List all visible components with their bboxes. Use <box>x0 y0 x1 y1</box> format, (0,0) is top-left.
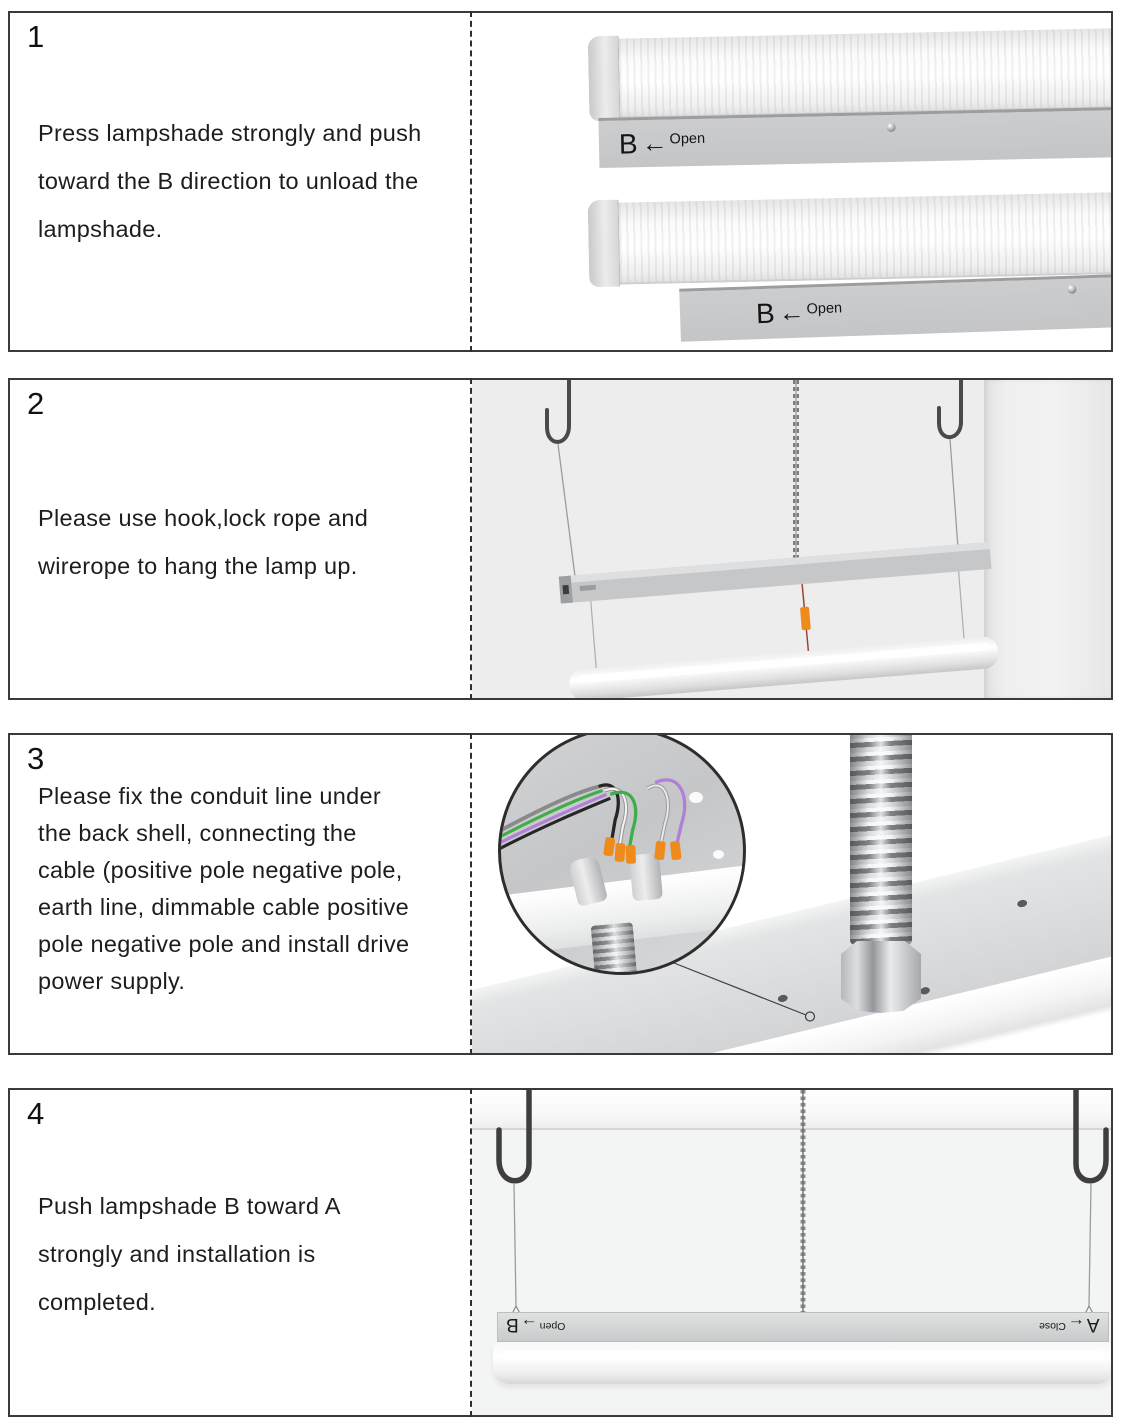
step-3-text-line: cable (positive pole negative pole, <box>38 857 403 883</box>
b-open-label-rotated <box>506 1315 565 1334</box>
screw-dot <box>1067 285 1076 294</box>
dashed-divider <box>470 733 472 1055</box>
step-2-number: 2 <box>27 386 45 421</box>
callout-leader <box>472 735 1111 1053</box>
tube-highlight <box>503 1350 1103 1359</box>
left-arrow-icon: ← <box>778 296 806 328</box>
a-close-label-rotated <box>1039 1315 1100 1334</box>
left-arrow-icon: ← <box>1068 1315 1086 1335</box>
orange-connector <box>800 607 811 631</box>
leader-line <box>674 963 806 1015</box>
label-word: Open <box>669 131 706 148</box>
hook-icon <box>499 1090 529 1181</box>
lamp-shade-pushed <box>472 170 1111 350</box>
hook-icon <box>547 380 569 442</box>
step-4-number: 4 <box>27 1096 45 1131</box>
shade-wire <box>591 601 597 671</box>
wire-rope <box>514 1184 516 1306</box>
step-2-text <box>38 494 368 590</box>
step-3-text-line: power supply. <box>38 968 186 994</box>
step-4-text <box>38 1182 341 1326</box>
label-letter: A <box>1087 1314 1100 1335</box>
step-2-card <box>8 378 1113 700</box>
step-3-text <box>38 778 409 1000</box>
step-1-text-line: toward the B direction to unload the <box>38 168 419 194</box>
hanging-lamp-figure <box>472 380 1111 698</box>
endcap-hole <box>562 585 569 594</box>
step-4-text-line: Push lampshade B toward A <box>38 1193 341 1219</box>
step-1-text-line: Press lampshade strongly and push <box>38 120 422 146</box>
step-3-text-line: pole negative pole and install drive <box>38 931 410 957</box>
step-1-number: 1 <box>27 19 45 54</box>
left-arrow-icon: ← <box>641 127 668 158</box>
lampshade-tube <box>591 28 1111 119</box>
step-2-illustration <box>472 380 1111 698</box>
mounting-plate <box>497 1312 1109 1342</box>
wire-rope <box>1089 1184 1091 1306</box>
label-word: Open <box>539 1320 566 1333</box>
step-1-illustration <box>472 13 1111 350</box>
step-4-text-line: completed. <box>38 1289 156 1315</box>
lamp-closed <box>472 13 1111 185</box>
step-3-number: 3 <box>27 741 45 776</box>
step-1-text-line: lampshade. <box>38 216 163 242</box>
step-4-text-line: strongly and installation is <box>38 1241 316 1267</box>
step-4-card <box>8 1088 1113 1417</box>
hook-icon <box>939 380 961 437</box>
wire-rope <box>950 439 958 548</box>
step-3-illustration <box>472 735 1111 1053</box>
screw-dot <box>887 123 896 132</box>
wire-rope <box>558 444 576 584</box>
step-3-card <box>8 733 1113 1055</box>
step-1-text <box>38 109 422 253</box>
mounting-plate <box>679 274 1111 342</box>
label-letter: B <box>506 1314 519 1335</box>
dashed-divider <box>470 378 472 700</box>
lampshade-endcap <box>588 200 621 288</box>
mounting-plate <box>598 107 1111 168</box>
step-1-card <box>8 11 1113 352</box>
b-open-label <box>619 128 706 158</box>
lampshade-tube <box>591 192 1111 285</box>
step-3-text-line: earth line, dimmable cable positive <box>38 894 410 920</box>
label-word: Open <box>806 300 843 318</box>
leader-ring <box>806 1012 815 1021</box>
step-3-text-line: the back shell, connecting the <box>38 820 357 846</box>
step-3-text-line: Please fix the conduit line under <box>38 783 382 809</box>
step-4-illustration <box>472 1090 1111 1415</box>
right-arrow-icon: → <box>520 1315 538 1335</box>
lampshade-tube <box>493 1342 1111 1384</box>
lampshade-endcap <box>588 36 621 121</box>
hook-icon <box>1076 1090 1106 1181</box>
dashed-divider <box>470 1088 472 1417</box>
step-2-text-line: Please use hook,lock rope and <box>38 505 369 531</box>
b-open-label <box>756 297 843 328</box>
label-letter: B <box>755 297 776 330</box>
shade-wire <box>959 572 965 642</box>
dashed-divider <box>470 11 472 352</box>
step-2-text-line: wirerope to hang the lamp up. <box>38 553 358 579</box>
label-letter: B <box>618 127 638 160</box>
label-word: Close <box>1039 1320 1067 1333</box>
